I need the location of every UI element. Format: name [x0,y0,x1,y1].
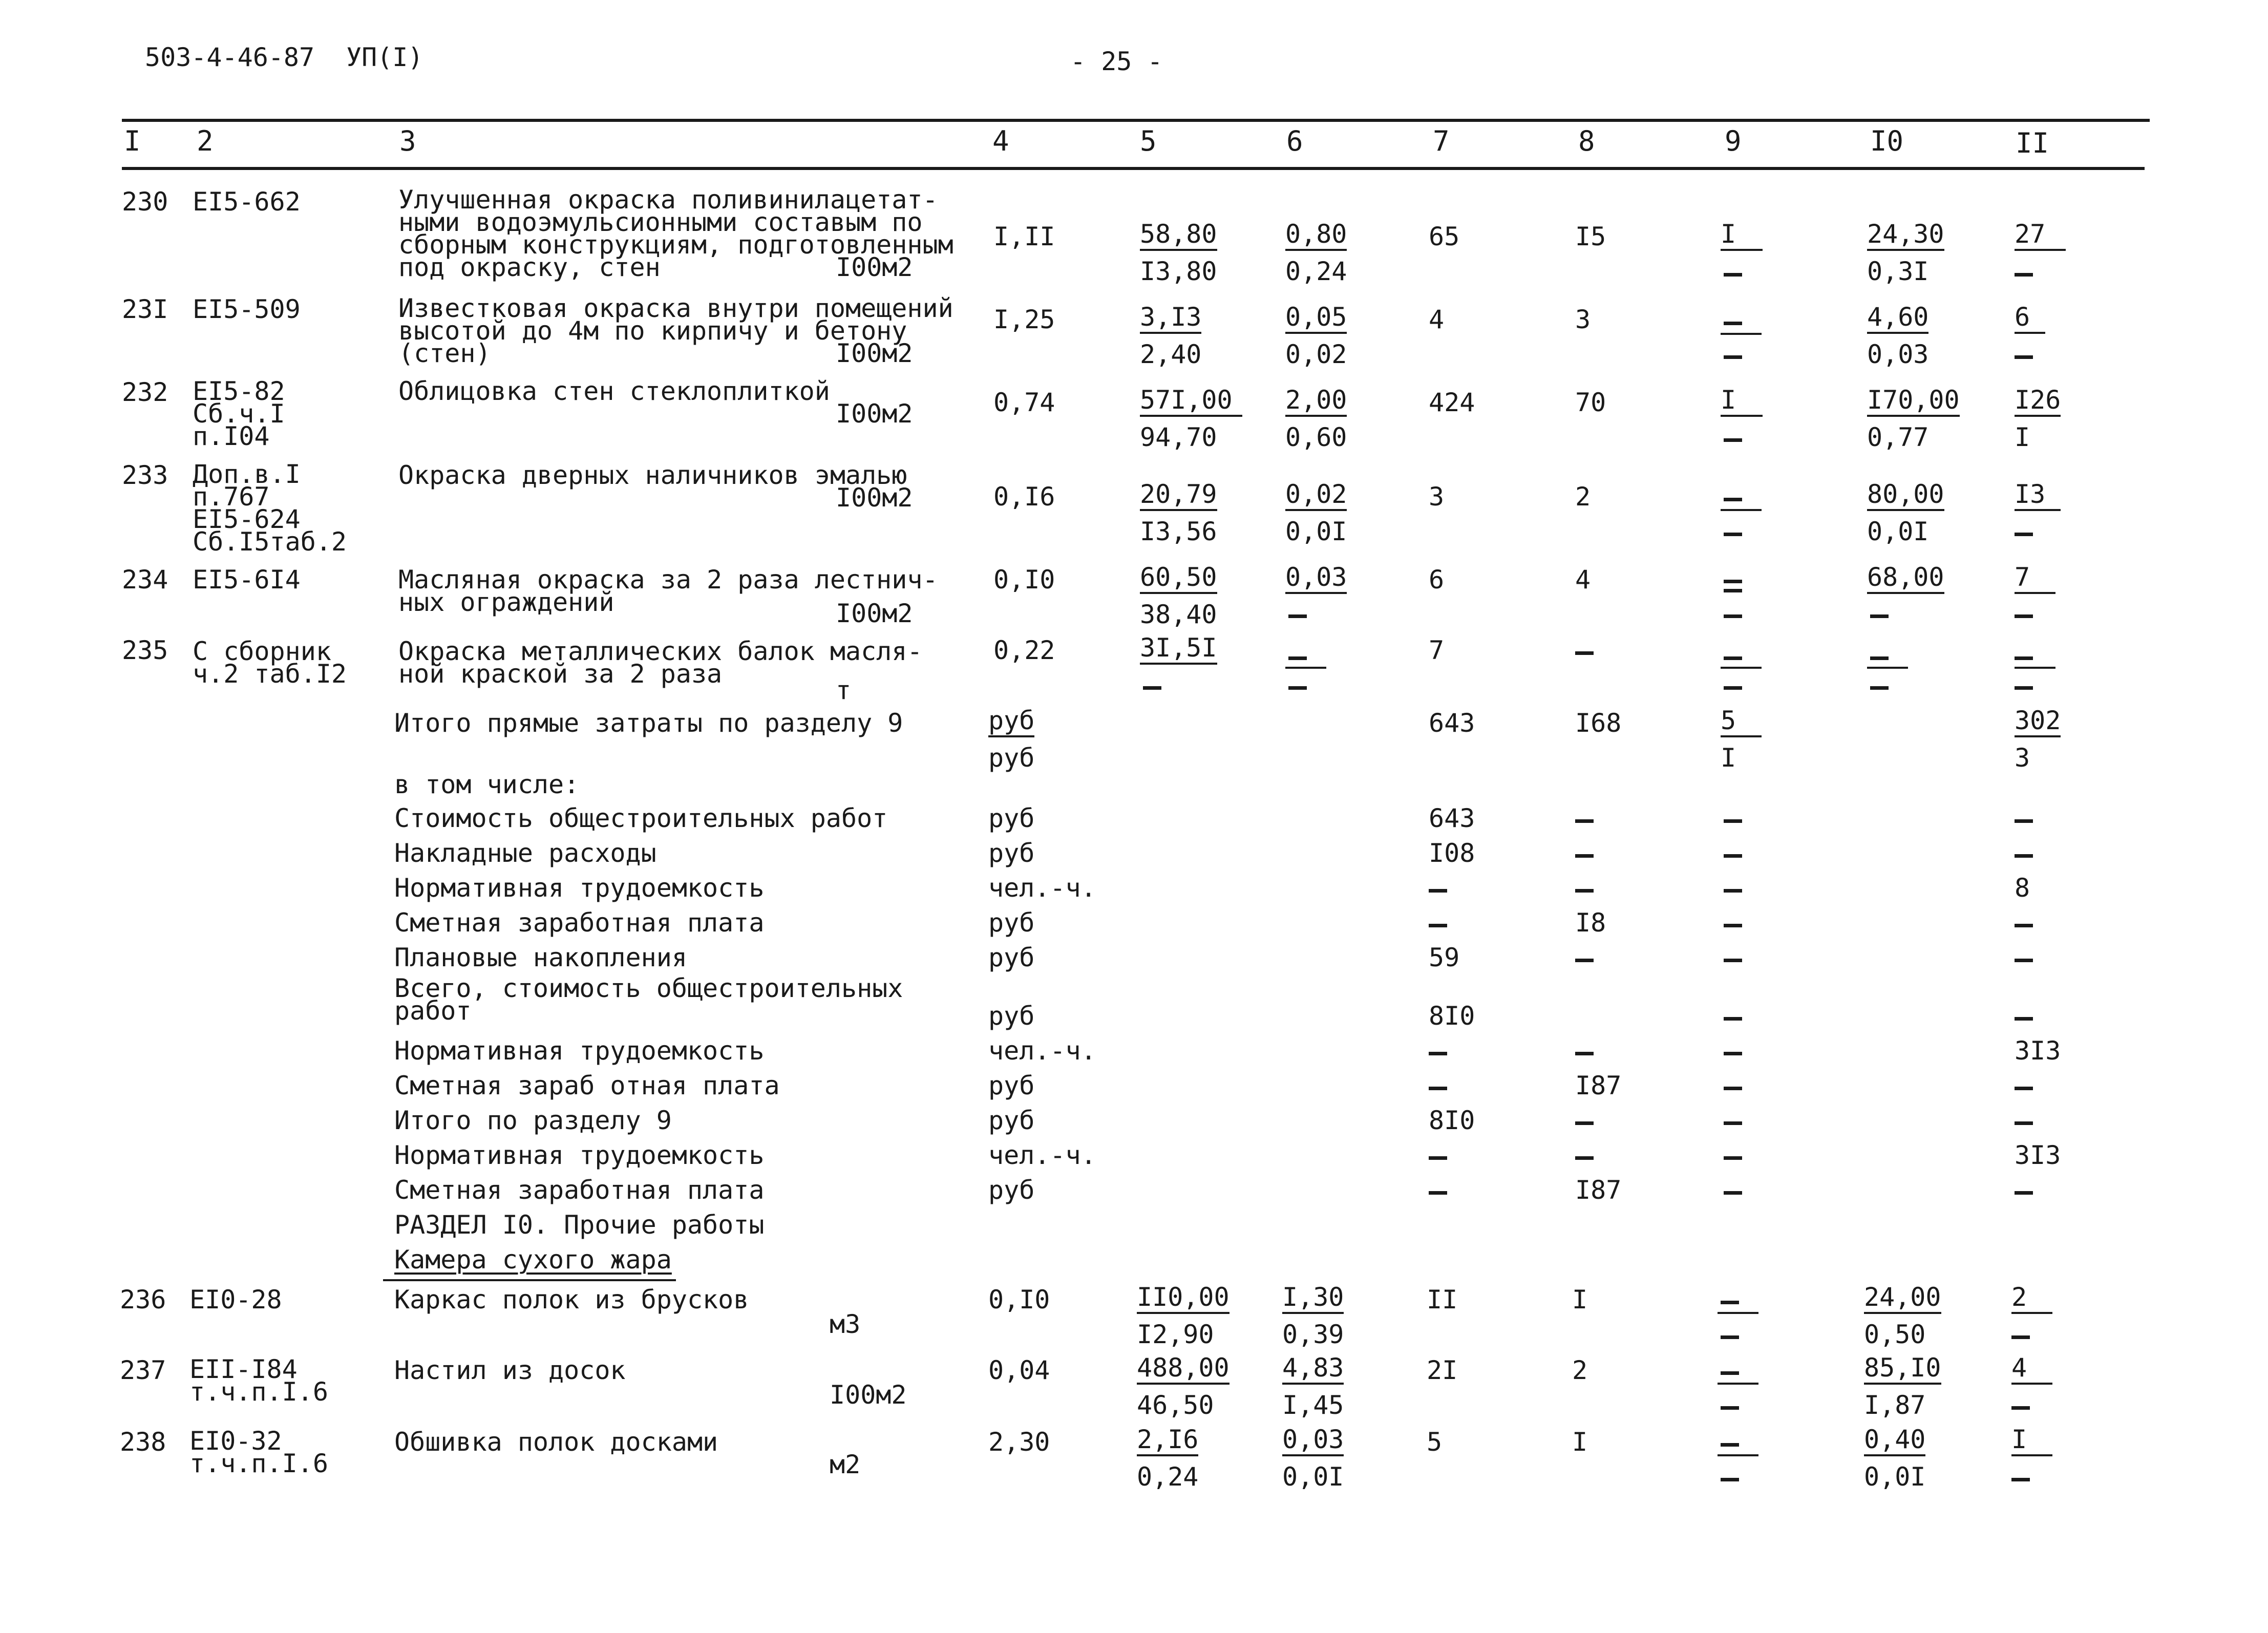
norm-reference: Доп.в.I [193,459,301,489]
summary-col11: 302 [2015,706,2061,737]
summary-line-col7: 8I0 [1429,1106,1475,1135]
summary-line-label: Нормативная трудоемкость [394,1036,765,1066]
work-name: Известковая окраска внутри помещений [398,293,953,323]
row-number: 232 [122,377,168,407]
unit: I00м2 [836,599,913,628]
col11-value: I3 [2015,479,2061,511]
row-number: 234 [122,565,168,595]
quantity: 0,I0 [988,1285,1050,1314]
work-name: сборным конструкциям, подготовленным [398,230,953,260]
summary-line-label: Всего, стоимость общестроительных [394,973,903,1003]
col10-value: 24,30 [1867,219,1944,251]
machines-total: 2,00 [1285,385,1347,417]
norm-reference: С сборник [193,637,331,666]
col8-value: 2 [1575,482,1591,512]
norm-reference: EI0-28 [189,1285,282,1314]
dash [1724,854,1742,858]
work-name: высотой до 4м по кирпичу и бетону [398,316,907,346]
table-top-rule [122,119,2150,122]
col10-value: 85,I0 [1864,1353,1941,1385]
dash [1724,580,1742,583]
dash [1721,1478,1739,1481]
dash [1288,614,1307,618]
unit: I00м2 [830,1380,907,1410]
section-subtitle: Камера сухого жара [394,1245,672,1275]
summary-line-label: работ [394,996,472,1026]
norm-reference: ч.2 таб.I2 [193,659,347,689]
dash [1724,498,1742,501]
work-name: Настил из досок [394,1355,626,1385]
dash [1724,1087,1742,1090]
column-header: I [124,125,141,157]
col8-value: I [1572,1285,1588,1314]
norm-reference: EII-I84 [189,1354,298,1384]
col10-value: 0,77 [1867,422,1929,452]
subtitle-underline [383,1279,676,1281]
column-header: 5 [1140,125,1157,157]
dash [2011,1478,2030,1481]
quantity: 0,I6 [993,482,1055,512]
dash [1724,614,1742,618]
dash [1575,889,1594,893]
dash [2015,1121,2033,1125]
dash [2015,273,2033,277]
column-header: II [2016,127,2049,159]
column-header: 7 [1433,125,1450,157]
col11-value: 6 [2015,302,2045,334]
cost-total: 60,50 [1140,562,1217,594]
dash [1724,959,1742,962]
col10-value: 0,40 [1864,1425,1925,1456]
dash [1724,656,1742,660]
dash [1724,589,1742,592]
dash [1429,1087,1447,1090]
summary-line-label: Плановые накопления [394,943,687,972]
dash [1575,854,1594,858]
col10-value: 0,0I [1867,517,1929,546]
quantity: 2,30 [988,1427,1050,1457]
col8-value: 2 [1572,1355,1588,1385]
summary-line-col11: 8 [2015,873,2030,903]
dash [1575,1156,1594,1160]
col9-value: I [1721,385,1763,417]
col11-value: I [2011,1425,2052,1456]
summary-col9: I [1721,743,1736,773]
dash [1724,1017,1742,1021]
work-name: Окраска дверных наличников эмалью [398,460,907,490]
fraction-line [1718,1383,1758,1385]
album-number: УП(I) [346,43,423,72]
col8-value: I [1572,1427,1588,1457]
dash [2015,355,2033,359]
machines-total: 4,83 [1282,1353,1344,1385]
quantity: 0,I0 [993,565,1055,595]
norm-reference: EI5-624 [193,504,301,534]
quantity: I,II [993,222,1055,251]
norm-reference: п.767 [193,482,270,512]
summary-line-unit: чел.-ч. [988,1036,1096,1066]
dash [1724,533,1742,536]
machines-wage: 0,39 [1282,1320,1344,1349]
dash [2015,819,2033,823]
column-header: 8 [1578,125,1595,157]
dash [1721,1371,1739,1375]
cost-wage: I3,80 [1140,257,1217,286]
dash [1724,438,1742,442]
col7-value: 4 [1429,305,1445,334]
dash [1870,614,1889,618]
dash [1870,686,1889,690]
dash [1724,889,1742,893]
summary-line-label: Нормативная трудоемкость [394,1140,765,1170]
col11-value: I [2015,422,2030,452]
col7-value: 5 [1427,1427,1443,1457]
cost-wage: I3,56 [1140,517,1217,546]
machines-wage: 0,02 [1285,340,1347,369]
dash [1724,355,1742,359]
col7-value: II [1427,1285,1458,1314]
machines-total: 0,80 [1285,219,1347,251]
cost-total: 3,I3 [1140,302,1201,334]
norm-reference: EI5-509 [193,294,301,324]
col8-value: 4 [1575,565,1591,595]
dash [1724,686,1742,690]
col8-value: 3 [1575,305,1591,334]
dash [2015,656,2033,660]
dash [2015,533,2033,536]
cost-total: II0,00 [1137,1282,1230,1314]
dash [2015,1087,2033,1090]
machines-total: I,30 [1282,1282,1344,1314]
work-name: Каркас полок из брусков [394,1285,749,1314]
col7-value: 7 [1429,635,1445,665]
cost-wage: 38,40 [1140,600,1217,629]
col10-value: 0,50 [1864,1320,1926,1349]
table-header-rule [122,167,2145,170]
work-name: ной краской за 2 раза [398,659,723,689]
row-number: 23I [122,294,168,324]
machines-wage: 0,0I [1282,1462,1344,1492]
fraction-line [1721,509,1762,511]
summary-line-unit: руб [988,1106,1035,1135]
dash [1575,651,1594,655]
dash [1721,1335,1739,1339]
column-header: 4 [992,125,1009,157]
row-number: 233 [122,460,168,490]
machines-wage: 0,0I [1285,517,1347,546]
cost-total: 58,80 [1140,219,1217,251]
norm-reference: п.I04 [193,421,270,451]
dash [2015,614,2033,618]
summary-line-unit: руб [988,1001,1035,1031]
col8-value: I5 [1575,222,1606,251]
fraction-line [2015,667,2055,669]
summary-line-col8: I87 [1575,1071,1622,1100]
dash [2015,1017,2033,1021]
fraction-line [1718,1454,1758,1456]
summary-unit: руб [988,743,1035,773]
machines-wage: 0,24 [1285,257,1347,286]
unit: I00м2 [836,338,913,368]
cost-wage: 0,24 [1137,1462,1199,1492]
summary-line-unit: руб [988,1175,1035,1205]
column-header: 9 [1725,125,1742,157]
dash [2011,1406,2030,1410]
dash [1724,1052,1742,1055]
summary-line-label: Итого по разделу 9 [394,1106,672,1135]
norm-reference: Сб.I5таб.2 [193,527,347,557]
dash [1288,656,1307,660]
summary-line-col7: 8I0 [1429,1001,1475,1031]
dash [1288,686,1307,690]
dash [2011,1335,2030,1339]
cost-total: 20,79 [1140,479,1217,511]
col11-value: 4 [2011,1353,2052,1385]
quantity: 0,74 [993,388,1055,417]
dash [2015,854,2033,858]
unit: I00м2 [836,399,913,429]
dash [2015,924,2033,927]
dash [1429,1191,1447,1195]
cost-total: 3I,5I [1140,633,1217,665]
work-name: под окраску, стен [398,252,661,282]
cost-wage: I2,90 [1137,1320,1214,1349]
dash [1575,819,1594,823]
summary-line-unit: руб [988,803,1035,833]
unit: м2 [830,1450,861,1479]
dash [1429,1052,1447,1055]
cost-total: 57I,00 [1140,385,1242,417]
section-title: РАЗДЕЛ I0. Прочие работы [394,1210,765,1240]
summary-line-col11: 3I3 [2015,1140,2061,1170]
row-number: 236 [120,1285,166,1314]
dash [1724,322,1742,325]
row-number: 238 [120,1427,166,1457]
summary-line-label: Сметная заработная плата [394,1175,765,1205]
col7-value: 6 [1429,565,1445,595]
quantity: 0,04 [988,1355,1050,1385]
col10-value: I70,00 [1867,385,1960,417]
dash [1870,656,1889,660]
machines-wage: I,45 [1282,1390,1344,1420]
summary-line-col8: I8 [1575,908,1606,938]
norm-reference: т.ч.п.I.6 [189,1449,328,1478]
dash [1575,1121,1594,1125]
summary-line-label: Сметная зараб отная плата [394,1071,780,1100]
summary-incl-label: в том числе: [394,770,580,799]
col10-value: I,87 [1864,1390,1926,1420]
fraction-line [1721,333,1762,335]
machines-total: 0,03 [1282,1425,1344,1456]
col10-value: 0,03 [1867,340,1929,369]
machines-wage: 0,60 [1285,422,1347,452]
dash [1724,819,1742,823]
row-number: 235 [122,635,168,665]
norm-reference: т.ч.п.I.6 [189,1377,328,1407]
norm-reference: Сб.ч.I [193,399,285,429]
norm-reference: EI5-662 [193,187,301,217]
col7-value: 2I [1427,1355,1458,1385]
dash [1429,889,1447,893]
summary-line-unit: чел.-ч. [988,1140,1096,1170]
dash [1724,273,1742,277]
col10-value: 0,0I [1864,1462,1926,1492]
machines-total: 0,05 [1285,302,1347,334]
summary-line-col7: 59 [1429,943,1460,972]
cost-wage: 46,50 [1137,1390,1214,1420]
summary-line-label: Накладные расходы [394,838,656,868]
col10-value: 4,60 [1867,302,1928,334]
col8-value: 70 [1575,388,1606,417]
summary-line-unit: руб [988,838,1035,868]
cost-wage: 94,70 [1140,422,1217,452]
row-number: 237 [120,1355,166,1385]
machines-total: 0,03 [1285,562,1347,594]
dash [1429,1156,1447,1160]
column-header: 3 [399,125,416,157]
dash [1575,1052,1594,1055]
summary-col11: 3 [2015,743,2030,773]
unit: м3 [830,1309,861,1339]
row-number: 230 [122,187,168,217]
dash [1724,1191,1742,1195]
fraction-line [1285,667,1326,669]
page-number: - 25 - [1070,47,1163,76]
summary-line-col7: I08 [1429,838,1475,868]
summary-line-unit: руб [988,908,1035,938]
column-header: I0 [1870,125,1904,157]
summary-line-label: Сметная заработная плата [394,908,765,938]
cost-total: 488,00 [1137,1353,1230,1385]
quantity: 0,22 [993,635,1055,665]
work-name: Улучшенная окраска поливинилацетат- [398,185,938,215]
col11-value: I26 [2015,385,2061,417]
dash [2015,686,2033,690]
column-header: 6 [1286,125,1303,157]
dash [1721,1443,1739,1447]
dash [1724,1121,1742,1125]
unit: I00м2 [836,252,913,282]
work-name: ными водоэмульсионными составым по [398,207,923,237]
work-name: Окраска металлических балок масля- [398,637,923,666]
col7-value: 65 [1429,222,1460,251]
summary-line-col8: I87 [1575,1175,1622,1205]
col11-value: 7 [2015,562,2055,594]
summary-total-label: Итого прямые затраты по разделу 9 [394,708,903,738]
col7-value: 3 [1429,482,1445,512]
cost-wage: 2,40 [1140,340,1202,369]
fraction-line [1721,667,1762,669]
summary-col8: I68 [1575,708,1622,738]
dash [1724,1156,1742,1160]
col10-value: 0,3I [1867,257,1929,286]
unit: т [836,675,852,705]
dash [2015,959,2033,962]
col10-value: 68,00 [1867,562,1944,594]
work-name: (стен) [398,338,491,368]
quantity: I,25 [993,305,1055,334]
col7-value: 424 [1429,388,1475,417]
summary-col9: 5 [1721,706,1762,737]
machines-total: 0,02 [1285,479,1347,511]
norm-reference: EI0-32 [189,1426,282,1456]
dash [1143,686,1161,690]
dash [2015,1191,2033,1195]
work-name: ных ограждений [398,587,614,617]
document-code: 503-4-46-87 [145,43,315,72]
summary-line-unit: чел.-ч. [988,873,1096,903]
dash [1575,959,1594,962]
unit: I00м2 [836,483,913,513]
summary-line-col7: 643 [1429,803,1475,833]
norm-reference: EI5-82 [193,376,285,406]
summary-line-unit: руб [988,943,1035,972]
summary-line-unit: руб [988,1071,1035,1100]
summary-line-label: Стоимость общестроительных работ [394,803,888,833]
dash [1429,924,1447,927]
fraction-line [1867,667,1908,669]
work-name: Масляная окраска за 2 раза лестнич- [398,565,938,595]
fraction-line [1718,1312,1758,1314]
summary-col7: 643 [1429,708,1475,738]
norm-reference: EI5-6I4 [193,565,301,595]
dash [1721,1406,1739,1410]
col9-value: I [1721,219,1763,251]
column-header: 2 [197,125,214,157]
summary-line-label: Нормативная трудоемкость [394,873,765,903]
col10-value: 80,00 [1867,479,1944,511]
col11-value: 27 [2015,219,2066,251]
col11-value: 2 [2011,1282,2052,1314]
work-name: Облицовка стен стеклоплиткой [398,376,830,406]
dash [1724,924,1742,927]
col10-value: 24,00 [1864,1282,1941,1314]
summary-line-col11: 3I3 [2015,1036,2061,1066]
summary-unit: руб [988,706,1034,737]
cost-total: 2,I6 [1137,1425,1198,1456]
dash [1721,1301,1739,1304]
work-name: Обшивка полок досками [394,1427,718,1457]
